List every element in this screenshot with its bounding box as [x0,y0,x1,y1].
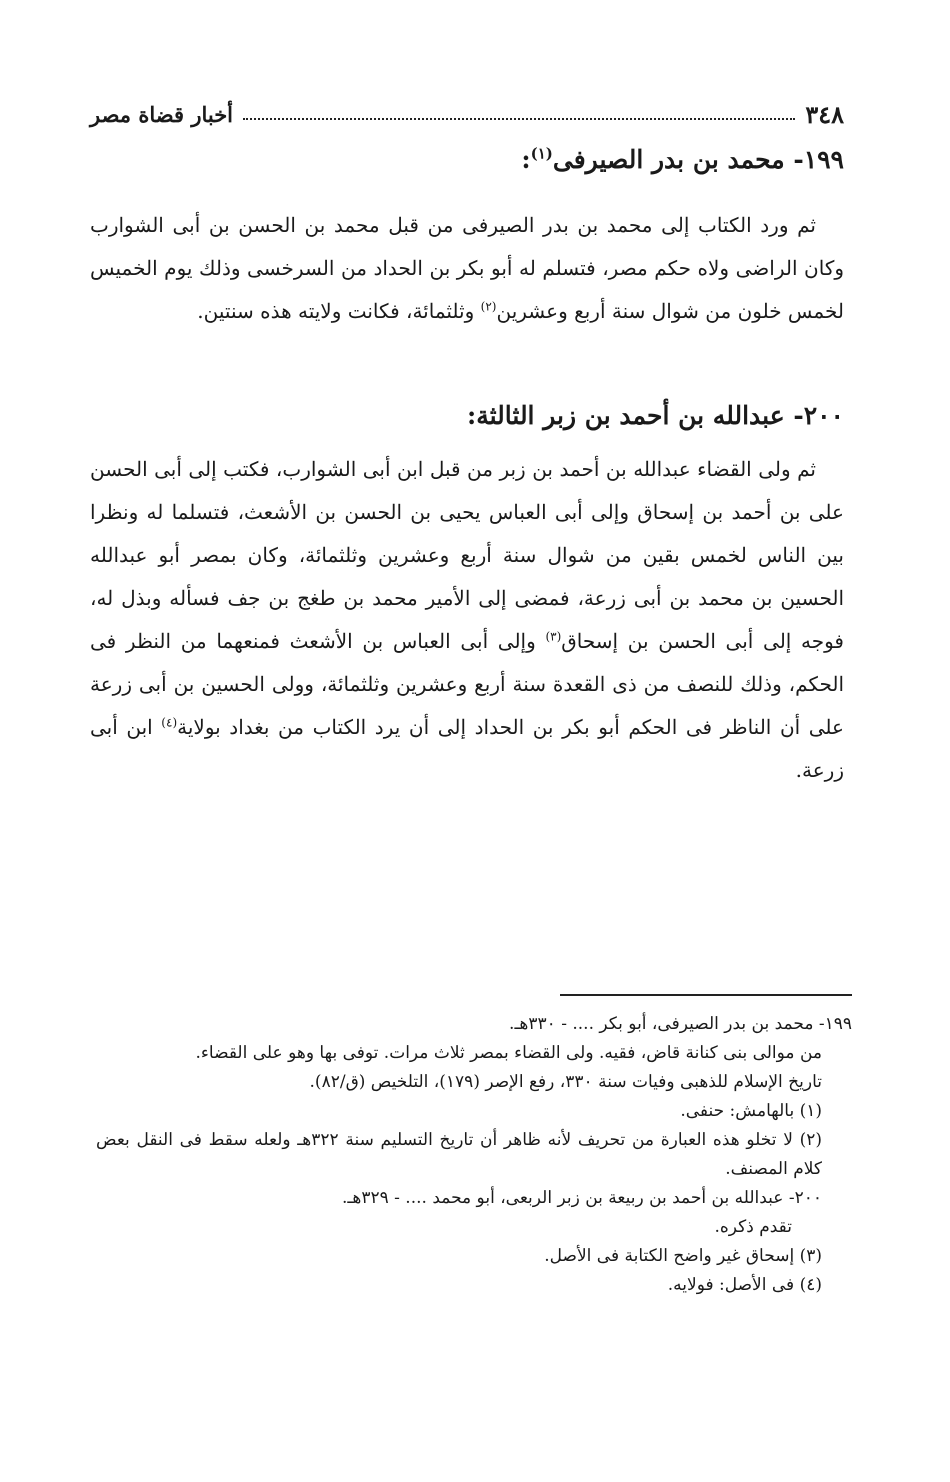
entry-body-200 [90,448,844,792]
footnote-bio-200: ٢٠٠- عبدالله بن أحمد بن ربيعة بن زبر الربعى، أبو محمد .... - ٣٢٩هـ. [341,1188,822,1208]
entry-heading-colon: : [521,145,531,174]
footnote-4: (٤) فى الأصل: فولايه. [667,1275,822,1295]
paragraph [90,204,844,333]
entry-heading-text: ٢٠٠- عبدالله بن أحمد بن زبر الثالثة: [466,401,844,430]
footnote-ref: (٣) [545,629,562,644]
entry-heading-200 [90,398,844,434]
footnote-3: (٣) إسحاق غير واضح الكتابة فى الأصل. [544,1246,822,1266]
footnote-2: (٢) لا تخلو هذه العبارة من تحريف لأنه ظاهر أن تاريخ التسليم سنة ٣٢٢هـ ولعله سقط فى النقل بعض كلام المصنف. [96,1130,822,1179]
footnote-ref: (٤) [161,715,178,730]
footnote-bio-line: من موالى بنى كنانة قاض، فقيه. ولى القضاء بمصر ثلاث مرات. توفى بها وهو على القضاء. [195,1043,822,1063]
paragraph-text: وإلى أبى العباس بن الأشعث فمنعهما من النظر فى الحكم، وذلك للنصف من ذى القعدة سنة أربع وعشرين وثلثمائة، وولى الحسين بن أبى زرعة على أن الناظر فى الحكم أبو بكر بن الحداد إلى أن يرد الكتاب من بغداد بولاية [90,629,844,739]
paragraph [90,448,844,792]
footnote-1: (١) بالهامش: حنفى. [680,1101,822,1121]
entry-body-199 [90,204,844,333]
entry-heading-text: ١٩٩- محمد بن بدر الصيرفى [552,145,844,174]
paragraph-text: ابن أبى زرعة. [90,715,844,782]
footnote-ref: (١) [530,144,553,163]
page-number: ٣٤٨ [805,99,844,129]
footnotes [96,1010,852,1300]
paragraph-text: ثم ولى القضاء عبدالله بن أحمد بن زبر من قبل ابن أبى الشوارب، فكتب إلى أبى الحسن على بن أحمد بن إسحاق وإلى أبى العباس يحيى بن الحسن بن الأشعث، فتسلما له ونظرا بين الناس لخمس بقين من شوال سنة أربع وعشرين وثلثمائة، وكان بمصر أبو عبدالله الحسين بن محمد بن أبى زرعة، فمضى إلى الأمير محمد بن طغج بن جف فسأله وبذل له، فوجه إلى أبى الحسن بن إسحاق [90,457,844,653]
footnote-bio-line: تقدم ذكره. [714,1217,792,1237]
footnote-separator [560,994,852,996]
footnote-bio-199: ١٩٩- محمد بن بدر الصيرفى، أبو بكر .... - ٣٣٠هـ. [509,1014,852,1034]
running-header [90,96,844,132]
running-title: أخبار قضاة مصر [90,101,234,127]
header-dot-leader [243,108,795,120]
footnote-bio-line: تاريخ الإسلام للذهبى وفيات سنة ٣٣٠، رفع الإصر (١٧٩)، التلخيص (ق/٨٢). [309,1072,822,1092]
paragraph-text: وثلثمائة، فكانت ولايته هذه سنتين. [197,299,481,323]
paragraph-text: ثم ورد الكتاب إلى محمد بن بدر الصيرفى من قبل محمد بن الحسن بن أبى الشوارب وكان الراضى ولاه حكم مصر، فتسلم له أبو بكر بن الحداد من السرخسى وذلك يوم الخميس لخمس خلون من شوال سنة أربع وعشرين [90,213,844,323]
footnote-ref: (٢) [480,299,497,314]
entry-heading-199 [90,142,844,178]
